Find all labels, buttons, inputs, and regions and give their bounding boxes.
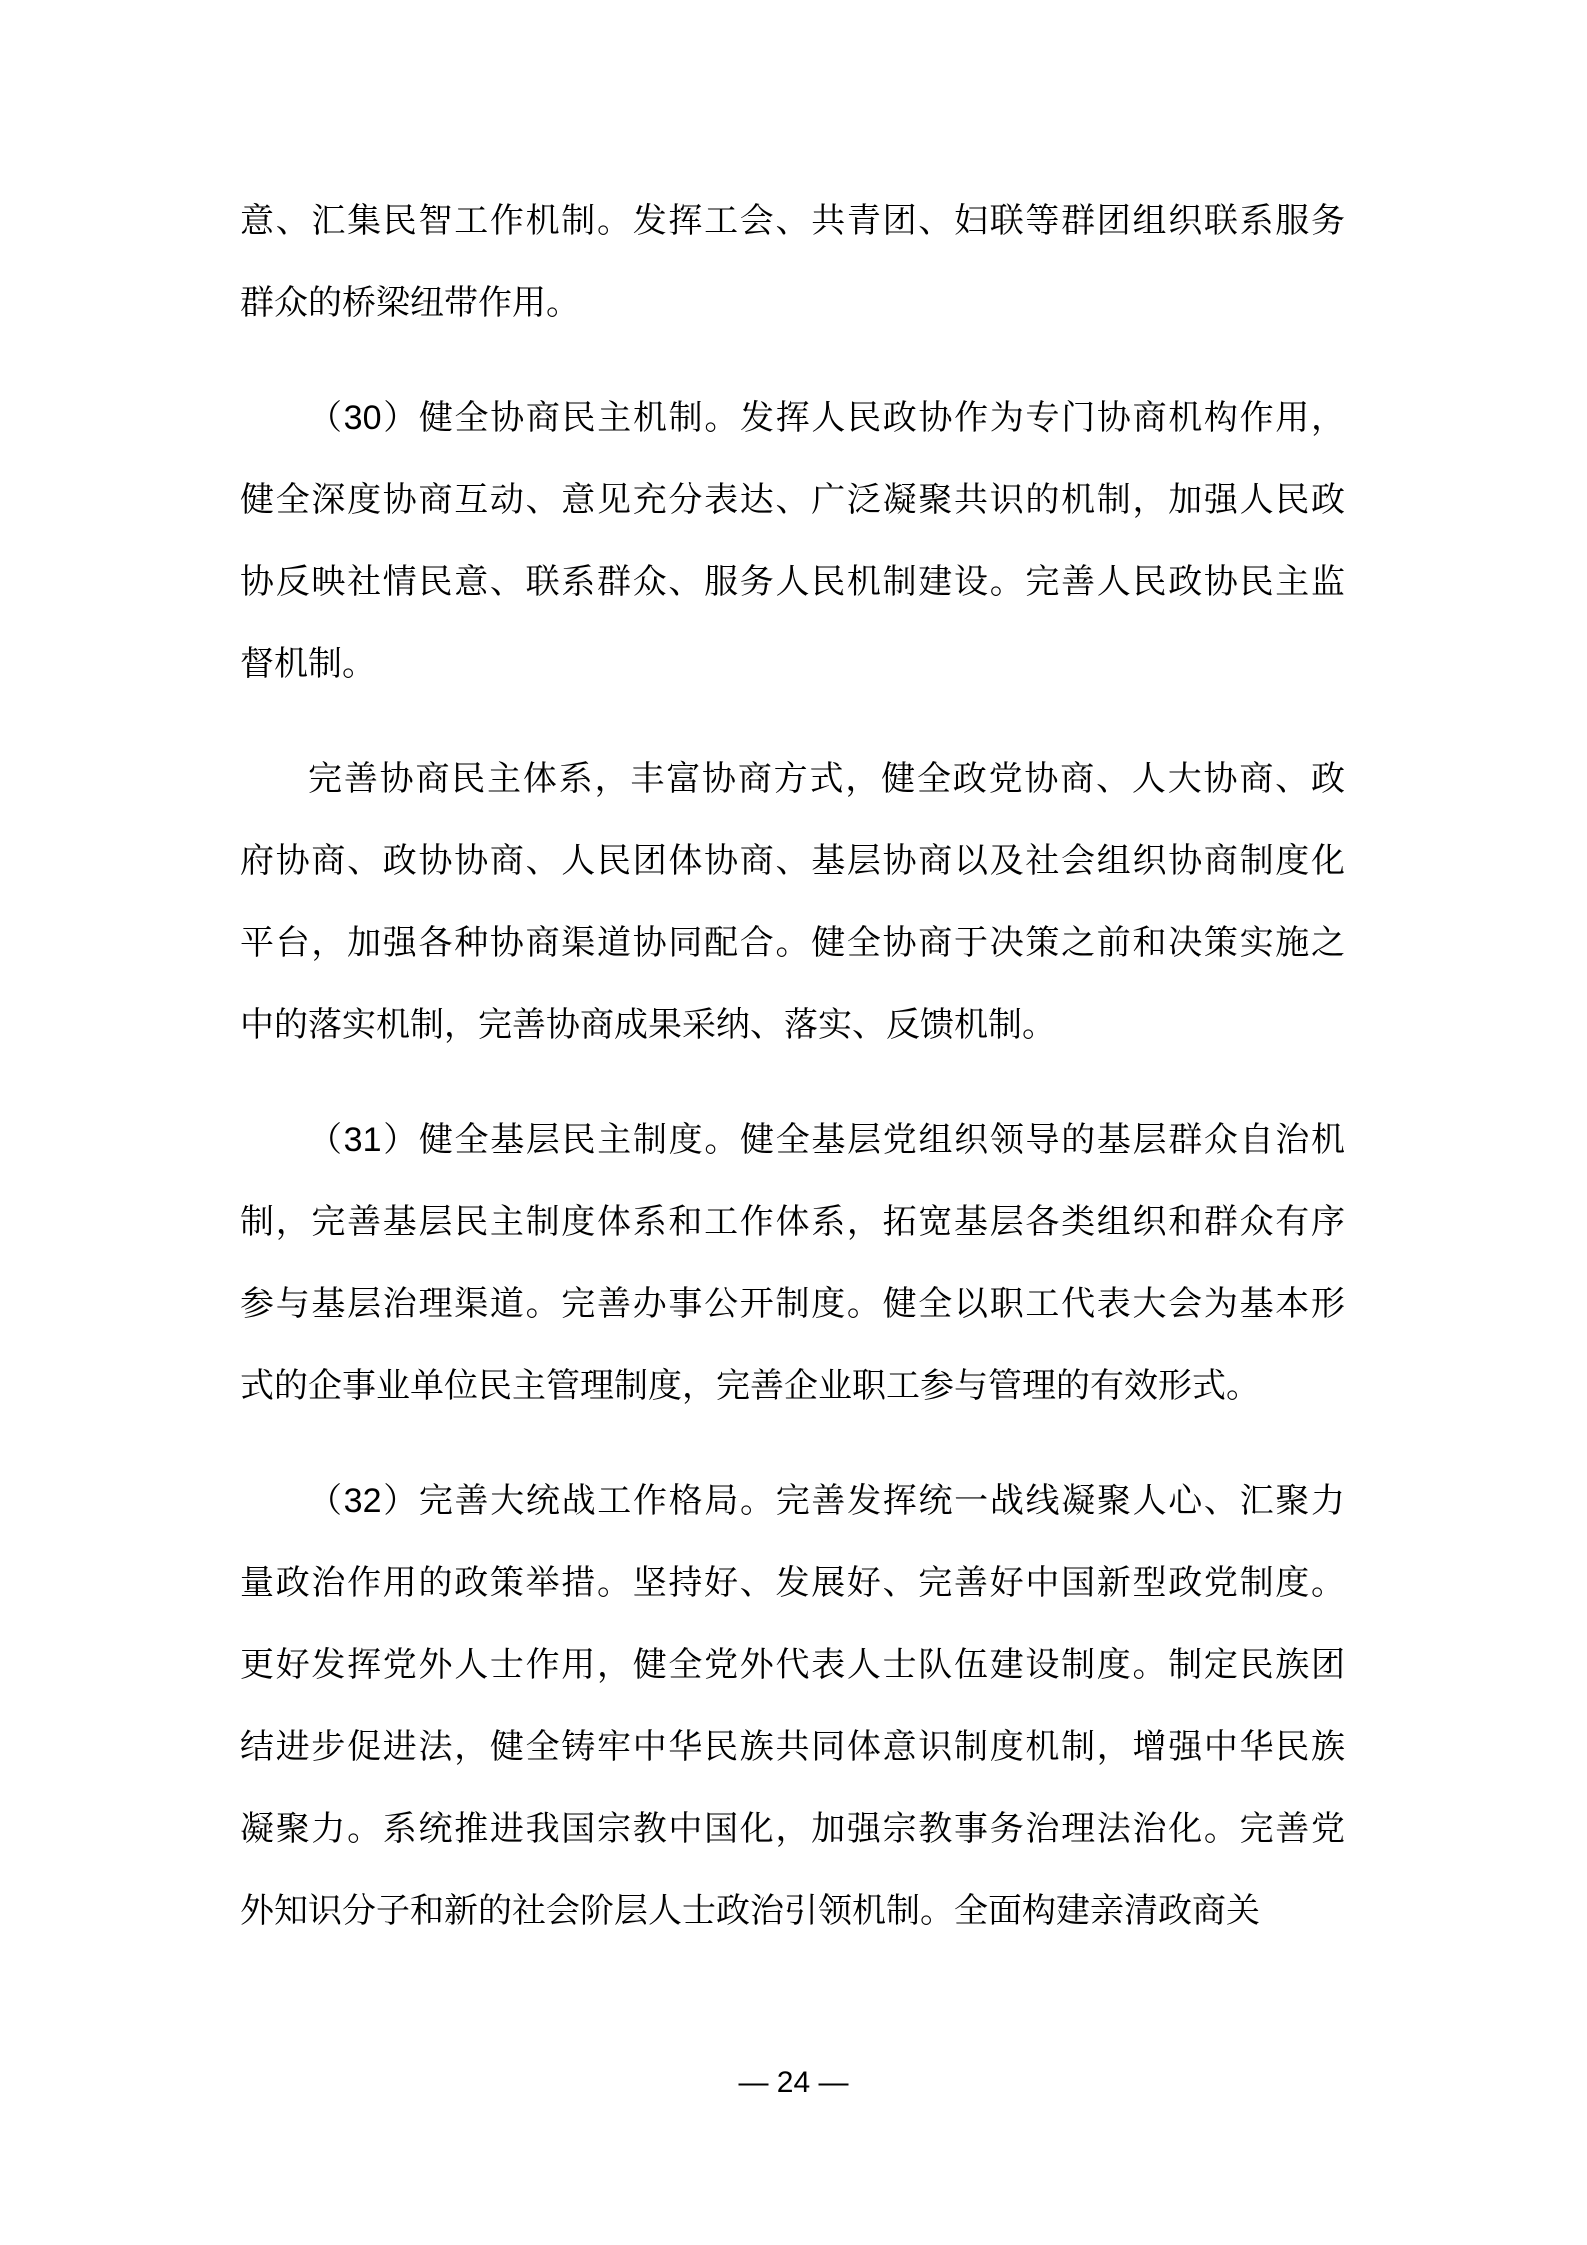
- text-line: 凝聚力。系统推进我国宗教中国化，加强宗教事务治理法治化。完善党: [240, 1810, 1345, 1848]
- text-line: 意、汇集民智工作机制。发挥工会、共青团、妇联等群团组织联系服务: [240, 202, 1345, 240]
- page-number: — 24 —: [738, 2066, 849, 2099]
- text-line: 督机制。: [240, 645, 376, 683]
- text-line: （32）完善大统战工作格局。完善发挥统一战线凝聚人心、汇聚力: [308, 1482, 1345, 1520]
- text-line: 群众的桥梁纽带作用。: [240, 284, 580, 322]
- paragraph-item-32: [240, 1460, 1345, 1952]
- text-line: 参与基层治理渠道。完善办事公开制度。健全以职工代表大会为基本形: [240, 1285, 1345, 1323]
- text-line: 更好发挥党外人士作用，健全党外代表人士队伍建设制度。制定民族团: [240, 1646, 1345, 1684]
- document-body-text: [240, 180, 1345, 1985]
- text-line: 式的企事业单位民主管理制度，完善企业职工参与管理的有效形式。: [240, 1367, 1260, 1405]
- paragraph-item-30: [240, 377, 1345, 705]
- text-line: 外知识分子和新的社会阶层人士政治引领机制。全面构建亲清政商关: [240, 1892, 1260, 1930]
- text-line: 平台，加强各种协商渠道协同配合。健全协商于决策之前和决策实施之: [240, 924, 1345, 962]
- text-line: 健全深度协商互动、意见充分表达、广泛凝聚共识的机制，加强人民政: [240, 481, 1345, 519]
- text-line: （30）健全协商民主机制。发挥人民政协作为专门协商机构作用，: [308, 399, 1345, 437]
- paragraph: [240, 180, 1345, 344]
- text-line: 协反映社情民意、联系群众、服务人民机制建设。完善人民政协民主监: [240, 563, 1345, 601]
- paragraph-item-31: [240, 1099, 1345, 1427]
- text-line: 完善协商民主体系，丰富协商方式，健全政党协商、人大协商、政: [308, 760, 1345, 798]
- paragraph: [240, 738, 1345, 1066]
- text-line: 制，完善基层民主制度体系和工作体系，拓宽基层各类组织和群众有序: [240, 1203, 1345, 1241]
- text-line: 府协商、政协协商、人民团体协商、基层协商以及社会组织协商制度化: [240, 842, 1345, 880]
- text-line: 量政治作用的政策举措。坚持好、发展好、完善好中国新型政党制度。: [240, 1564, 1345, 1602]
- text-line: （31）健全基层民主制度。健全基层党组织领导的基层群众自治机: [308, 1121, 1345, 1159]
- text-line: 中的落实机制，完善协商成果采纳、落实、反馈机制。: [240, 1006, 1056, 1044]
- text-line: 结进步促进法，健全铸牢中华民族共同体意识制度机制，增强中华民族: [240, 1728, 1345, 1766]
